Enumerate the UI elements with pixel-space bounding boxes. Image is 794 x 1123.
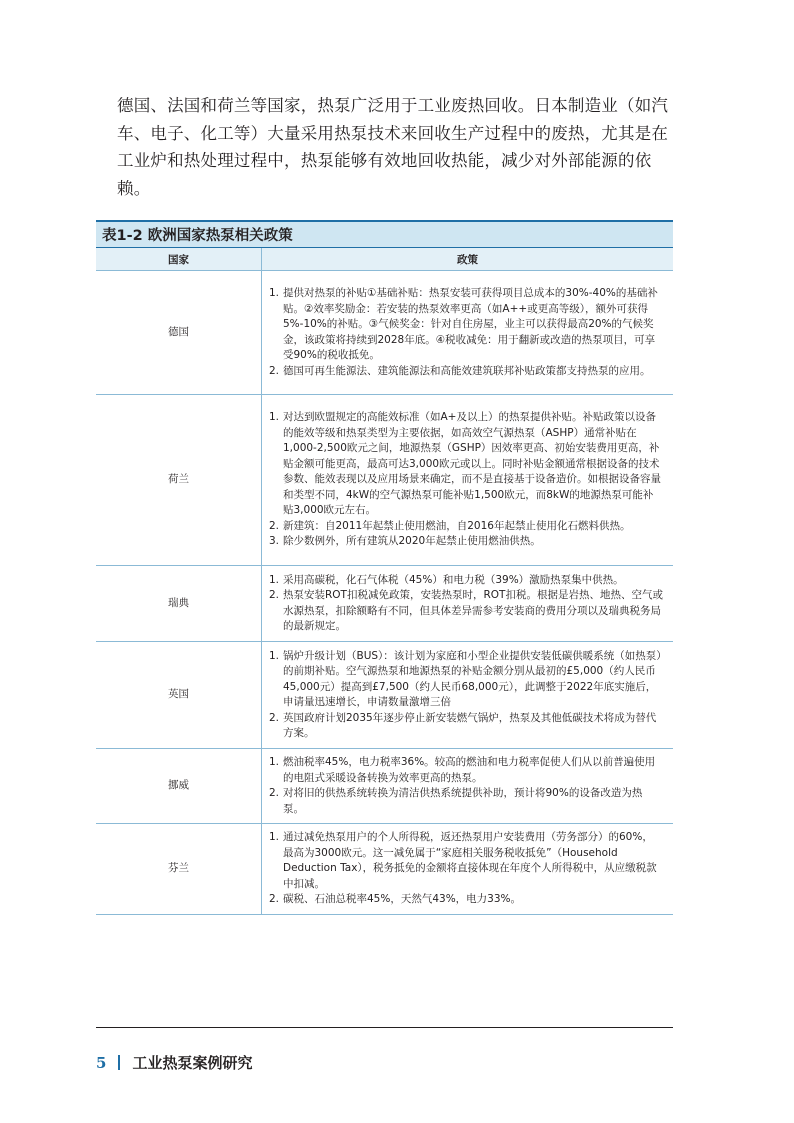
item-number: 1.: [269, 411, 280, 424]
policy-cell: [262, 271, 674, 395]
table-row: [96, 395, 673, 566]
item-text: 除少数例外，所有建筑从2020年起禁止使用燃油供热。: [283, 535, 541, 548]
policy-item: [269, 573, 663, 589]
item-text: 提供对热泵的补贴①基础补贴：热泵安装可获得项目总成本的30%-40%的基础补贴。②效率奖励金：若安装的热泵效率更高（如A++或更高等级），额外可获得5%-10%的补贴。③气候奖金：针对自住房屋，业主可以获得最高20%的气候奖金，该政策将持续到2028年底。④税收减免：用于翻新或改造的热泵项目，可享受90%的税收抵免。: [283, 287, 658, 361]
intro-paragraph: 德国、法国和荷兰等国家，热泵广泛用于工业废热回收。日本制造业（如汽车、电子、化工等）大量采用热泵技术来回收生产过程中的废热，尤其是在工业炉和热处理过程中，热泵能够有效地回收热能，减少对外部能源的依赖。: [117, 96, 669, 198]
policy-cell: [262, 824, 674, 915]
table-row: [96, 824, 673, 915]
policy-item: [269, 892, 663, 908]
header-policy: 政策: [262, 248, 674, 271]
item-number: 2.: [269, 364, 280, 377]
policy-item: [269, 588, 663, 635]
item-text: 采用高碳税，化石气体税（45%）和电力税（39%）激励热泵集中供热。: [283, 573, 624, 586]
country-cell: 荷兰: [96, 395, 262, 566]
item-number: 2.: [269, 893, 280, 906]
page-number: 5: [96, 1053, 107, 1072]
item-text: 对达到欧盟规定的高能效标准（如A+及以上）的热泵提供补贴。补贴政策以设备的能效等级和热泵类型为主要依据，如高效空气源热泵（ASHP）通常补贴在1,000-2,500欧元之间，地源热泵（GSHP）因效率更高、初始安装费用更高，补贴金额可能更高，最高可达3,000欧元或以上。同时补贴金额通常根据设备的技术参数、能效表现以及应用场景来确定，而不是直接基于设备造价。如根据设备容量和类型不同，4kW的空气源热泵可能补贴1,500欧元，而8kW的地源热泵可能补贴3,000欧元左右。: [283, 411, 661, 517]
policy-item: [269, 711, 663, 742]
item-number: 1.: [269, 756, 280, 768]
policy-item: [269, 519, 663, 535]
item-number: 2.: [269, 711, 280, 724]
item-text: 德国可再生能源法、建筑能源法和高能效建筑联邦补贴政策都支持热泵的应用。: [283, 364, 651, 377]
item-text: 碳税、石油总税率45%，天然气43%，电力33%。: [283, 893, 522, 906]
item-number: 2.: [269, 519, 280, 532]
item-text: 热泵安装ROT扣税减免政策，安装热泵时，ROT扣税。根据是岩热、地热、空气或水源热泵，扣除额略有不同，但具体差异需参考安装商的费用分项以及瑞典税务局的最新规定。: [283, 589, 663, 632]
page-footer: [96, 1052, 252, 1073]
policy-item: [269, 649, 663, 711]
policy-cell: [262, 395, 674, 566]
country-cell: 瑞典: [96, 566, 262, 642]
policy-item: [269, 786, 663, 817]
item-text: 锅炉升级计划（BUS）：该计划为家庭和小型企业提供安装低碳供暖系统（如热泵）的前期补贴。空气源热泵和地源热泵的补贴金额分别从最初的£5,000（约人民币45,000元）提高到£7,500（约人民币68,000元），此调整于2022年底实施后，申请量迅速增长，申请数量激增三倍: [283, 649, 662, 708]
item-number: 1.: [269, 649, 280, 662]
item-text: 英国政府计划2035年逐步停止新安装燃气锅炉，热泵及其他低碳技术将成为替代方案。: [283, 711, 657, 739]
table-row: [96, 642, 673, 749]
policy-item: [269, 286, 663, 364]
item-number: 1.: [269, 573, 280, 586]
item-number: 2.: [269, 589, 280, 601]
item-text: 燃油税率45%，电力税率36%。较高的燃油和电力税率促使人们从以前普遍使用的电阻式采暖设备转换为效率更高的热泵。: [283, 756, 656, 784]
footer-divider: [96, 1027, 673, 1028]
policy-cell: [262, 749, 674, 824]
table-row: [96, 749, 673, 824]
footer-separator: [118, 1055, 120, 1070]
country-cell: 芬兰: [96, 824, 262, 915]
table-row: [96, 271, 673, 395]
policy-item: [269, 830, 663, 892]
report-title: 工业热泵案例研究: [132, 1054, 253, 1072]
policy-item: [269, 755, 663, 786]
policy-item: [269, 410, 663, 519]
table-title: 表1-2 欧洲国家热泵相关政策: [96, 220, 673, 248]
item-number: 1.: [269, 831, 280, 844]
item-text: 对将旧的供热系统转换为清洁供热系统提供补助，预计将90%的设备改造为热泵。: [283, 787, 643, 815]
policy-table: [96, 220, 673, 915]
country-cell: 英国: [96, 642, 262, 749]
item-text: 新建筑：自2011年起禁止使用燃油，自2016年起禁止使用化石燃料供热。: [283, 519, 631, 532]
country-cell: 挪威: [96, 749, 262, 824]
table-row: [96, 566, 673, 642]
item-number: 3.: [269, 535, 280, 548]
header-country: 国家: [96, 248, 262, 271]
country-cell: 德国: [96, 271, 262, 395]
policy-cell: [262, 566, 674, 642]
item-text: 通过减免热泵用户的个人所得税，返还热泵用户安装费用（劳务部分）的60%，最高为3000欧元。这一减免属于“家庭相关服务税收抵免”（Household Deduction Tax），税务抵免的金额将直接体现在年度个人所得税中，从应缴税款中扣减。: [283, 831, 657, 890]
item-number: 2.: [269, 787, 280, 799]
policy-cell: [262, 642, 674, 749]
policy-item: [269, 534, 663, 550]
policy-item: [269, 364, 663, 380]
item-number: 1.: [269, 287, 280, 299]
